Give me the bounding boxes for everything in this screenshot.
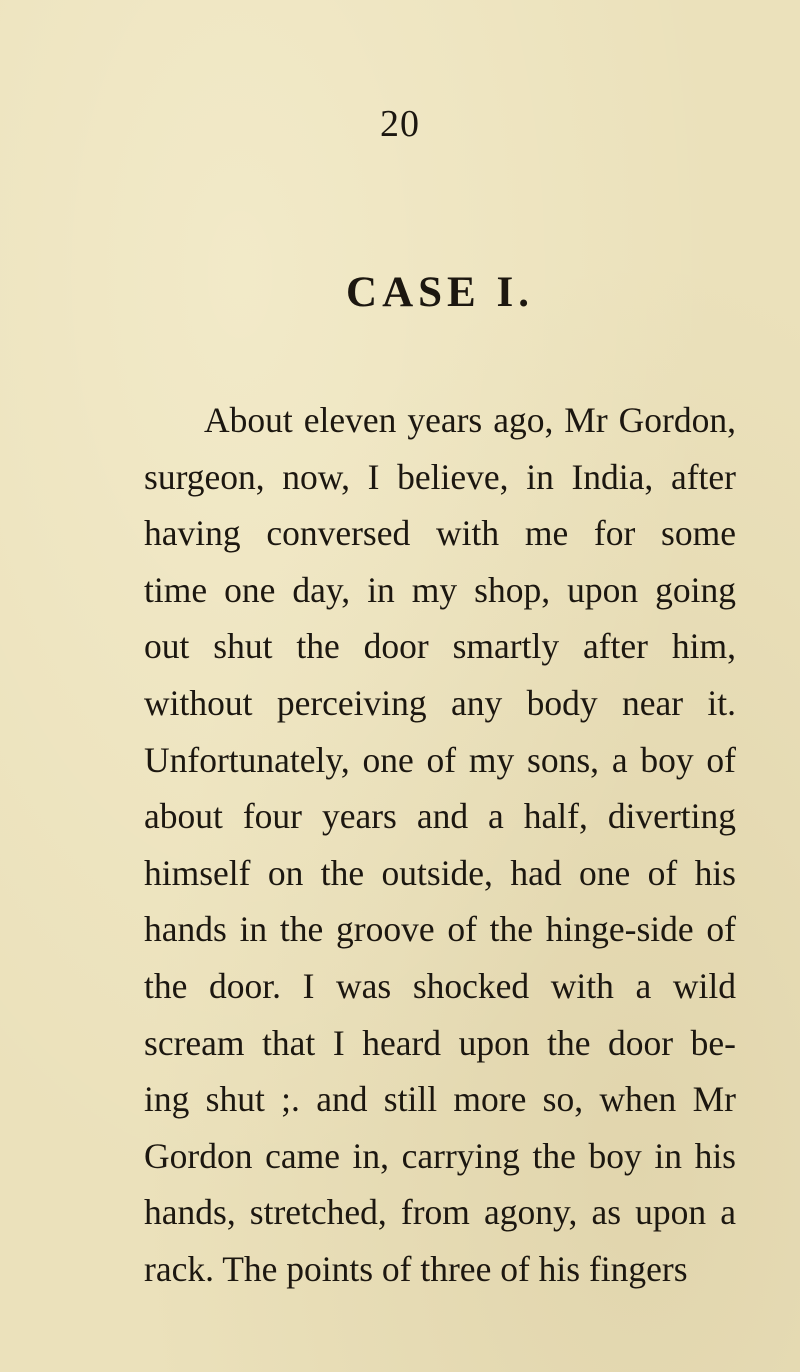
text-line: Gordon came in, carrying the boy in his	[144, 1135, 736, 1176]
text-line: himself on the outside, had one of his	[144, 852, 736, 893]
body-paragraph	[144, 392, 736, 1298]
text-line: ing shut ;. and still more so, when Mr	[144, 1079, 736, 1120]
text-line: out shut the door smartly after him,	[144, 626, 736, 667]
text-line: having conversed with me for some	[144, 513, 736, 554]
text-line: hands, stretched, from agony, as upon a	[144, 1192, 736, 1233]
text-line: without perceiving any body near it.	[144, 682, 736, 723]
text-line: Unfortunately, one of my sons, a boy of	[144, 739, 736, 780]
text-line: About eleven years ago, Mr Gordon,	[204, 400, 736, 440]
text-line: rack. The points of three of his fingers	[144, 1248, 688, 1289]
text-line: time one day, in my shop, upon going	[144, 569, 736, 610]
page-number: 20	[380, 103, 420, 145]
text-line: about four years and a half, diverting	[144, 796, 736, 837]
text-line: the door. I was shocked with a wild	[144, 965, 736, 1006]
text-line: scream that I heard upon the door be-	[144, 1022, 736, 1063]
text-line: hands in the groove of the hinge-side of	[144, 909, 736, 950]
text-line: surgeon, now, I believe, in India, after	[144, 456, 736, 497]
case-heading: CASE I.	[346, 269, 534, 316]
